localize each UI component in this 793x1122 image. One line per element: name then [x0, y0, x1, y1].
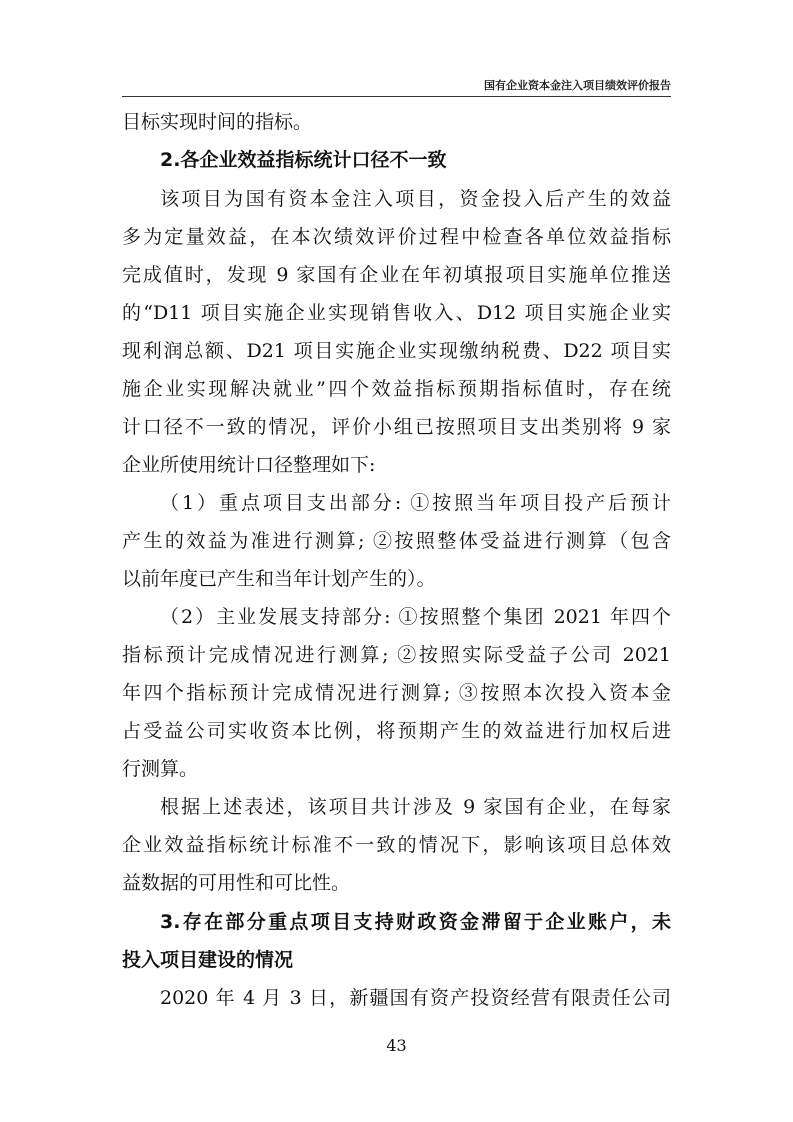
section-heading-3: 3.存在部分重点项目支持财政资金滞留于企业账户，未	[160, 911, 671, 933]
page-number: 43	[386, 1036, 407, 1055]
paragraph-line: 现利润总额、D21 项目实施企业实现缴纳税费、D22 项目实	[122, 340, 671, 362]
header-divider	[122, 96, 671, 97]
section-heading-3-continued: 投入项目建设的情况	[122, 949, 294, 971]
paragraph-line: 指标预计完成情况进行测算; ②按照实际受益子公司 2021	[122, 644, 671, 666]
paragraph-line: 施企业实现解决就业”四个效益指标预期指标值时，存在统	[122, 378, 671, 400]
paragraph-line: 占受益公司实收资本比例，将预期产生的效益进行加权后进	[122, 720, 671, 742]
paragraph-line: （1）重点项目支出部分: ①按照当年项目投产后预计	[160, 492, 671, 514]
paragraph-line: 以前年度已产生和当年计划产生的）。	[122, 568, 436, 590]
paragraph-line: 完成值时，发现 9 家国有企业在年初填报项目实施单位推送	[122, 264, 671, 286]
paragraph-line: 企业所使用统计口径整理如下:	[122, 454, 376, 476]
section-heading-2: 2.各企业效益指标统计口径不一致	[160, 149, 447, 171]
paragraph-line: 多为定量效益，在本次绩效评价过程中检查各单位效益指标	[122, 226, 671, 248]
paragraph-line: 的“D11 项目实施企业实现销售收入、D12 项目实施企业实	[122, 302, 671, 324]
paragraph-line: 根据上述表述，该项目共计涉及 9 家国有企业，在每家	[160, 796, 671, 818]
paragraph-line: 该项目为国有资本金注入项目，资金投入后产生的效益	[160, 188, 671, 210]
paragraph-line: （2）主业发展支持部分: ①按照整个集团 2021 年四个	[160, 606, 671, 628]
paragraph-line: 计口径不一致的情况，评价小组已按照项目支出类别将 9 家	[122, 416, 671, 438]
paragraph-line: 行测算。	[122, 758, 199, 780]
paragraph-line: 目标实现时间的指标。	[122, 111, 313, 133]
paragraph-line: 益数据的可用性和可比性。	[122, 872, 351, 894]
paragraph-line: 年四个指标预计完成情况进行测算; ③按照本次投入资本金	[122, 682, 671, 704]
paragraph-line: 企业效益指标统计标准不一致的情况下，影响该项目总体效	[122, 834, 671, 856]
paragraph-line: 2020 年 4 月 3 日，新疆国有资产投资经营有限责任公司	[160, 987, 671, 1009]
running-header: 国有企业资本金注入项目绩效评价报告	[484, 79, 671, 92]
paragraph-line: 产生的效益为准进行测算; ②按照整体受益进行测算（包含	[122, 530, 671, 552]
